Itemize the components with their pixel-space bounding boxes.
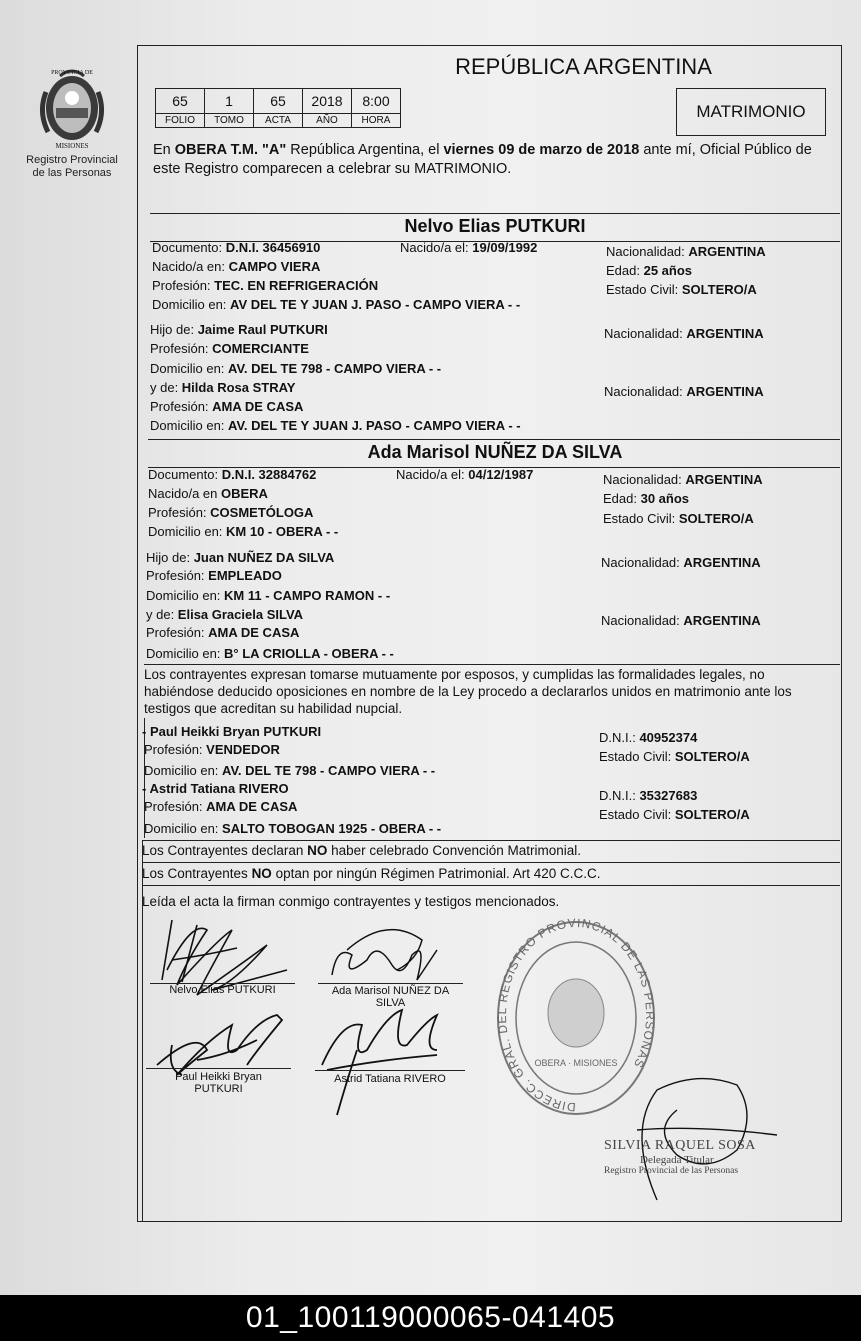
hora-label: HORA: [352, 114, 401, 128]
act-type-box: MATRIMONIO: [676, 88, 826, 136]
anio-value: 2018: [303, 89, 352, 114]
spouse1-father: Hijo de: Jaime Raul PUTKURI: [150, 322, 328, 337]
spouse1-father-profession: Profesión: COMERCIANTE: [150, 341, 309, 356]
spouse1-profession: Profesión: TEC. EN REFRIGERACIÓN: [152, 278, 379, 293]
spouse2-name: Ada Marisol NUÑEZ DA SILVA: [367, 442, 623, 462]
logo-caption: Registro Provincial de las Personas: [26, 154, 118, 179]
spouse1-born: Nacido/a el: 19/09/1992: [400, 240, 538, 255]
spouse2-born: Nacido/a el: 04/12/1987: [396, 467, 534, 482]
spouse1-mother: y de: Hilda Rosa STRAY: [150, 380, 296, 395]
spouse2-address: Domicilio en: KM 10 - OBERA - -: [148, 524, 339, 539]
spouse2-birthplace: Nacido/a en OBERA: [148, 486, 268, 501]
witness2-dni: D.N.I.: 35327683: [599, 788, 698, 803]
spouse2-mother-nationality: Nacionalidad: ARGENTINA: [601, 613, 761, 628]
witness1-address: Domicilio en: AV. DEL TE 798 - CAMPO VIERA - -: [144, 763, 436, 778]
document-code-bar: 01_100119000065-041405: [0, 1295, 861, 1341]
folio-value: 65: [156, 89, 205, 114]
spouse1-address: Domicilio en: AV DEL TE Y JUAN J. PASO - CAMPO VIERA - -: [152, 297, 521, 312]
official-office: Registro Provincial de las Personas: [604, 1166, 739, 1176]
witness1-profession: Profesión: VENDEDOR: [144, 742, 280, 757]
spouse2-mother-profession: Profesión: AMA DE CASA: [146, 625, 300, 640]
spouse1-name: Nelvo Elias PUTKURI: [404, 216, 586, 236]
spouse1-mother-nationality: Nacionalidad: ARGENTINA: [604, 384, 764, 399]
spouse2-profession: Profesión: COSMETÓLOGA: [148, 505, 314, 520]
spouse2-father: Hijo de: Juan NUÑEZ DA SILVA: [146, 550, 335, 565]
page-title: REPÚBLICA ARGENTINA: [455, 54, 712, 79]
signature-line-2: [318, 983, 463, 984]
spouse2-father-nationality: Nacionalidad: ARGENTINA: [601, 555, 761, 570]
convention-line-2: Los Contrayentes NO optan por ningún Régimen Patrimonial. Art 420 C.C.C.: [142, 866, 601, 881]
hora-value: 8:00: [352, 89, 401, 114]
signature-ada: [332, 930, 437, 980]
tomo-value: 1: [205, 89, 254, 114]
official-name: SILVIA RAQUEL SOSA: [604, 1138, 756, 1153]
witness2-profession: Profesión: AMA DE CASA: [144, 799, 298, 814]
signature-label-1: Nelvo Elias PUTKURI: [169, 984, 276, 996]
spouse1-mother-profession: Profesión: AMA DE CASA: [150, 399, 304, 414]
witness1-civil-status: Estado Civil: SOLTERO/A: [599, 749, 750, 764]
spouse2-mother: y de: Elisa Graciela SILVA: [146, 607, 304, 622]
signature-line-3: [146, 1068, 291, 1069]
witness2-name: - Astrid Tatiana RIVERO: [142, 781, 289, 796]
spouse1-father-nationality: Nacionalidad: ARGENTINA: [604, 326, 764, 341]
spouse2-age: Edad: 30 años: [603, 491, 690, 506]
signature-paul: [157, 1015, 282, 1075]
signature-label-2: Ada Marisol NUÑEZ DA SILVA: [331, 985, 450, 1009]
closing-text: Leída el acta la firman conmigo contrayentes y testigos mencionados.: [142, 894, 560, 909]
coat-of-arms-icon: [32, 62, 112, 152]
spouse2-doc: Documento: D.N.I. 32884762: [148, 467, 317, 482]
tomo-label: TOMO: [205, 114, 254, 128]
witness1-dni: D.N.I.: 40952374: [599, 730, 698, 745]
spouse2-civil-status: Estado Civil: SOLTERO/A: [603, 511, 754, 526]
registry-logo: [22, 62, 122, 180]
official-signature-block: [604, 1138, 804, 1176]
svg-text:DIRECC. GRAL. DEL REGISTRO PRO: DIRECC. GRAL. DEL REGISTRO PROVINCIAL DE LAS PERSONAS: [494, 918, 658, 1115]
spouse2-father-address: Domicilio en: KM 11 - CAMPO RAMON - -: [146, 588, 391, 603]
spouse1-age: Edad: 25 años: [606, 263, 693, 278]
convention-line-1: Los Contrayentes declaran NO haber celebrado Convención Matrimonial.: [142, 843, 581, 858]
witness2-civil-status: Estado Civil: SOLTERO/A: [599, 807, 750, 822]
signature-label-3: Paul Heikki Bryan PUTKURI: [175, 1071, 262, 1095]
spouse1-nationality: Nacionalidad: ARGENTINA: [606, 244, 766, 259]
witness1-name: - Paul Heikki Bryan PUTKURI: [142, 724, 322, 739]
spouse1-birthplace: Nacido/a en: CAMPO VIERA: [152, 259, 321, 274]
svg-text:PROVINCIA DE: PROVINCIA DE: [51, 70, 93, 76]
folio-label: FOLIO: [156, 114, 205, 128]
spouse1-mother-address: Domicilio en: AV. DEL TE Y JUAN J. PASO - CAMPO VIERA - -: [150, 418, 521, 433]
svg-text:OBERA · MISIONES: OBERA · MISIONES: [534, 1058, 618, 1068]
spouse1-father-address: Domicilio en: AV. DEL TE 798 - CAMPO VIERA - -: [150, 361, 442, 376]
spouse1-civil-status: Estado Civil: SOLTERO/A: [606, 282, 757, 297]
official-stamp: [494, 918, 659, 1123]
witness2-address: Domicilio en: SALTO TOBOGAN 1925 - OBERA - -: [144, 821, 442, 836]
spouse2-nationality: Nacionalidad: ARGENTINA: [603, 472, 763, 487]
signature-label-4: Astrid Tatiana RIVERO: [334, 1073, 446, 1085]
declaration-text: Los contrayentes expresan tomarse mutuamente por esposos, y cumplidas las formalidades legales, no habiéndose deducido oposiciones en nombre de la Ley procedo a declararlos unidos en matrimonio ante los testigos que acreditan su habilidad nupcial.: [144, 667, 792, 716]
svg-text:MISIONES: MISIONES: [55, 142, 89, 150]
spouse2-mother-address: Domicilio en: B° LA CRIOLLA - OBERA - -: [146, 646, 394, 661]
acta-value: 65: [254, 89, 303, 114]
acta-label: ACTA: [254, 114, 303, 128]
spouse2-father-profession: Profesión: EMPLEADO: [146, 568, 282, 583]
signature-line-4: [315, 1070, 465, 1071]
signature-astrid: [322, 1010, 437, 1115]
register-table: [155, 88, 401, 128]
spouse1-doc: Documento: D.N.I. 36456910: [152, 240, 321, 255]
official-title: Delegada Titular: [640, 1154, 714, 1166]
intro-text: En OBERA T.M. "A" República Argentina, el viernes 09 de marzo de 2018 ante mí, Oficial Público de este Registro comparecen a celebrar su MATRIMONIO.: [153, 142, 812, 177]
anio-label: AÑO: [303, 114, 352, 128]
